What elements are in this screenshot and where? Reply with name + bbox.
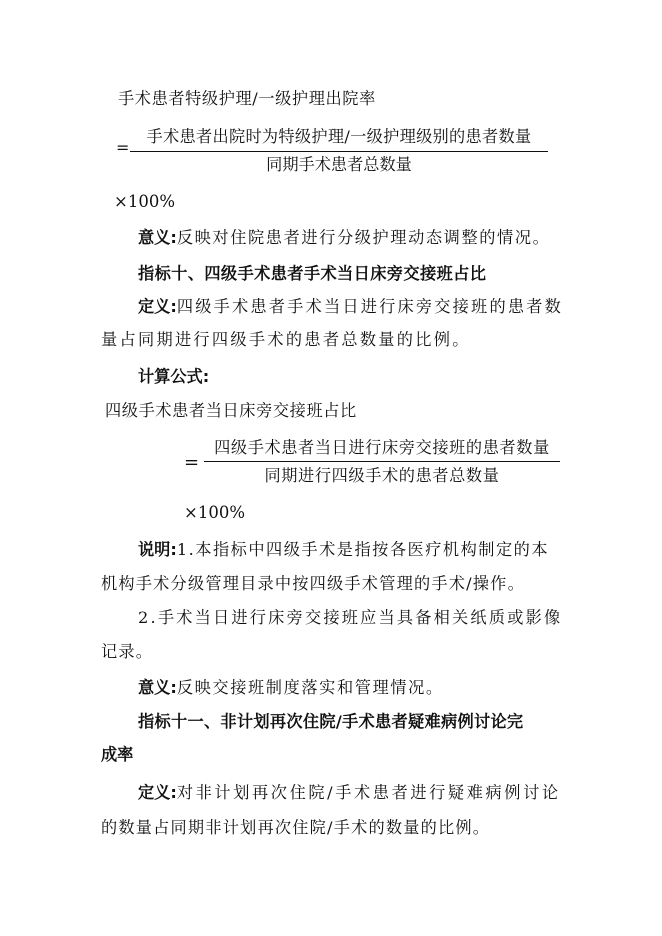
indicator-11-heading-line2: 成率 xyxy=(101,745,134,764)
definition-label: 定义: xyxy=(138,297,177,316)
formula-label: 计算公式: xyxy=(138,367,210,386)
meaning-label: 意义: xyxy=(138,228,177,247)
definition-label-11: 定义: xyxy=(138,783,177,802)
formula-denominator: 同期手术患者总数量 xyxy=(266,155,412,174)
formula-lhs: 手术患者特级护理/一级护理出院率 xyxy=(118,89,376,108)
formula-lhs-10: 四级手术患者当日床旁交接班占比 xyxy=(105,401,357,420)
meaning-text-10: 反映交接班制度落实和管理情况。 xyxy=(176,678,444,697)
indicator-10-heading: 指标十、四级手术患者手术当日床旁交接班占比 xyxy=(138,264,487,283)
note1-line2: 机构手术分级管理目录中按四级手术管理的手术/操作。 xyxy=(101,574,525,593)
equals-sign-10: = xyxy=(184,452,200,473)
definition-11-line2: 的数量占同期非计划再次住院/手术的数量的比例。 xyxy=(101,818,491,837)
formula-numerator-10: 四级手术患者当日进行床旁交接班的患者数量 xyxy=(214,438,550,457)
note1-line1: 1.本指标中四级手术是指按各医疗机构制定的本 xyxy=(176,540,550,559)
definition-paragraph xyxy=(138,297,563,317)
equals-sign: = xyxy=(116,138,130,157)
note2-line2: 记录。 xyxy=(101,642,154,661)
meaning-paragraph xyxy=(138,228,550,248)
formula-multiplier: ×100% xyxy=(114,192,175,211)
formula-multiplier-10: ×100% xyxy=(184,503,245,522)
formula-denominator-10: 同期进行四级手术的患者总数量 xyxy=(264,466,500,485)
note-label: 说明: xyxy=(138,540,177,559)
definition-text-line1: 四级手术患者手术当日进行床旁交接班的患者数 xyxy=(176,297,563,316)
definition-11-line1: 对非计划再次住院/手术患者进行疑难病例讨论 xyxy=(176,783,561,802)
formula-numerator: 手术患者出院时为特级护理/一级护理级别的患者数量 xyxy=(146,127,532,146)
meaning-label-10: 意义: xyxy=(138,678,177,697)
fraction-bar-10 xyxy=(204,461,560,462)
fraction-bar xyxy=(130,151,548,152)
definition-paragraph-11 xyxy=(138,783,561,803)
indicator-11-heading-line1: 指标十一、非计划再次住院/手术患者疑难病例讨论完 xyxy=(138,712,524,731)
meaning-paragraph-10 xyxy=(138,678,444,698)
definition-text-line2: 量占同期进行四级手术的患者总数量的比例。 xyxy=(101,330,471,349)
meaning-text: 反映对住院患者进行分级护理动态调整的情况。 xyxy=(176,228,551,247)
note-paragraph-1 xyxy=(138,540,549,560)
note2-line1: 2.手术当日进行床旁交接班应当具备相关纸质或影像 xyxy=(138,608,563,627)
